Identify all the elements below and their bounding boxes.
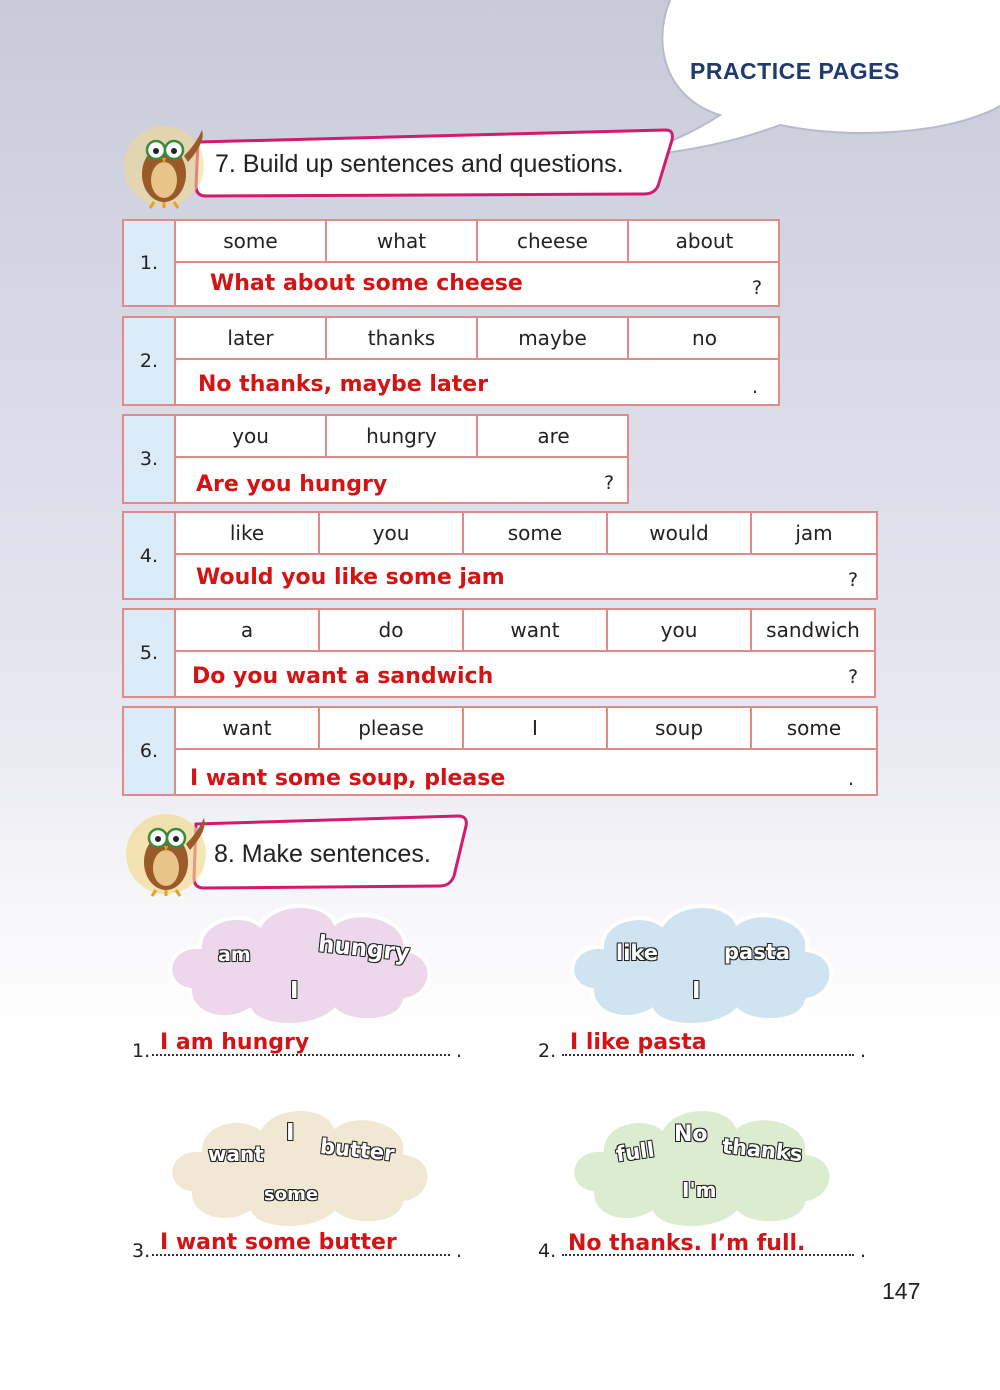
- item-number: 3.: [132, 1240, 151, 1262]
- answer-punctuation: .: [752, 376, 759, 398]
- word-tile: a: [176, 610, 320, 652]
- word-tile: you: [608, 610, 752, 652]
- cloud-word: I: [692, 978, 701, 1004]
- sentence-row-1: [122, 219, 780, 307]
- word-tile: hungry: [327, 416, 478, 458]
- answer-text: I like pasta: [570, 1030, 707, 1055]
- word-tile: you: [176, 416, 327, 458]
- word-tile: what: [327, 221, 478, 263]
- word-tile: want: [176, 708, 320, 750]
- row-number: 1.: [124, 221, 176, 305]
- cloud-word: am: [218, 944, 251, 966]
- answer-text: No thanks, maybe later: [198, 372, 489, 397]
- cloud-word: some: [264, 1184, 319, 1205]
- cloud-word: I'm: [682, 1178, 717, 1202]
- item-number: 4.: [538, 1240, 557, 1262]
- owl-mascot-icon: [120, 810, 215, 902]
- word-tile: sandwich: [752, 610, 874, 652]
- owl-mascot-icon: [118, 122, 213, 214]
- page-number: 147: [882, 1278, 921, 1304]
- word-tile: I: [464, 708, 608, 750]
- sentence-row-4: [122, 511, 878, 600]
- speech-bubble: [630, 0, 1000, 180]
- cloud-word: butter: [318, 1134, 396, 1166]
- row-number: 6.: [124, 708, 176, 794]
- word-tile: some: [752, 708, 876, 750]
- answer-punctuation: .: [860, 1240, 867, 1262]
- cloud-word: full: [614, 1137, 656, 1167]
- word-tile: cheese: [478, 221, 629, 263]
- cloud-word: I: [286, 1120, 295, 1146]
- item-number: 2.: [538, 1040, 557, 1062]
- word-tile: some: [464, 513, 608, 555]
- answer-text: No thanks. I’m full.: [568, 1231, 806, 1256]
- word-tile: soup: [608, 708, 752, 750]
- task7-title: 7. Build up sentences and questions.: [215, 150, 624, 178]
- answer-punctuation: ?: [848, 666, 859, 688]
- word-tile: do: [320, 610, 464, 652]
- word-tile: you: [320, 513, 464, 555]
- word-tile: some: [176, 221, 327, 263]
- practice-pages-label: PRACTICE PAGES: [690, 58, 900, 84]
- cloud-word: pasta: [724, 940, 790, 964]
- word-tile: about: [629, 221, 780, 263]
- word-cloud-2: [562, 895, 842, 1030]
- sentence-row-6: [122, 706, 878, 796]
- row-number: 3.: [124, 416, 176, 502]
- word-tile: please: [320, 708, 464, 750]
- row-number: 5.: [124, 610, 176, 696]
- answer-text: Would you like some jam: [196, 565, 505, 590]
- answer-text: I want some soup, please: [190, 766, 506, 791]
- answer-text: What about some cheese: [210, 271, 523, 296]
- cloud-word: like: [616, 941, 659, 965]
- answer-punctuation: ?: [604, 472, 615, 494]
- cloud-word: want: [208, 1142, 264, 1166]
- cloud-word: No: [674, 1122, 708, 1147]
- cloud-word: I: [290, 978, 299, 1004]
- word-tile: would: [608, 513, 752, 555]
- answer-text: Are you hungry: [196, 472, 388, 497]
- answer-punctuation: .: [860, 1040, 867, 1062]
- cloud-word: thanks: [720, 1133, 804, 1167]
- word-tile: jam: [752, 513, 876, 555]
- word-tile: are: [478, 416, 629, 458]
- row-number: 4.: [124, 513, 176, 598]
- sentence-row-3: [122, 414, 629, 504]
- word-tile: want: [464, 610, 608, 652]
- answer-punctuation: ?: [752, 277, 763, 299]
- word-tile: thanks: [327, 318, 478, 360]
- sentence-row-5: [122, 608, 876, 698]
- word-tile: later: [176, 318, 327, 360]
- word-tile: like: [176, 513, 320, 555]
- answer-text: I am hungry: [160, 1030, 310, 1055]
- answer-text: I want some butter: [160, 1230, 397, 1255]
- answer-punctuation: .: [848, 768, 855, 790]
- cloud-word: hungry: [316, 931, 412, 967]
- answer-punctuation: .: [456, 1240, 463, 1262]
- answer-text: Do you want a sandwich: [192, 664, 494, 689]
- sentence-row-2: [122, 316, 780, 406]
- answer-punctuation: ?: [848, 569, 859, 591]
- word-tile: maybe: [478, 318, 629, 360]
- item-number: 1.: [132, 1040, 151, 1062]
- answer-punctuation: .: [456, 1040, 463, 1062]
- task8-title: 8. Make sentences.: [214, 840, 431, 868]
- word-tile: no: [629, 318, 780, 360]
- word-cloud-3: [160, 1098, 440, 1233]
- row-number: 2.: [124, 318, 176, 404]
